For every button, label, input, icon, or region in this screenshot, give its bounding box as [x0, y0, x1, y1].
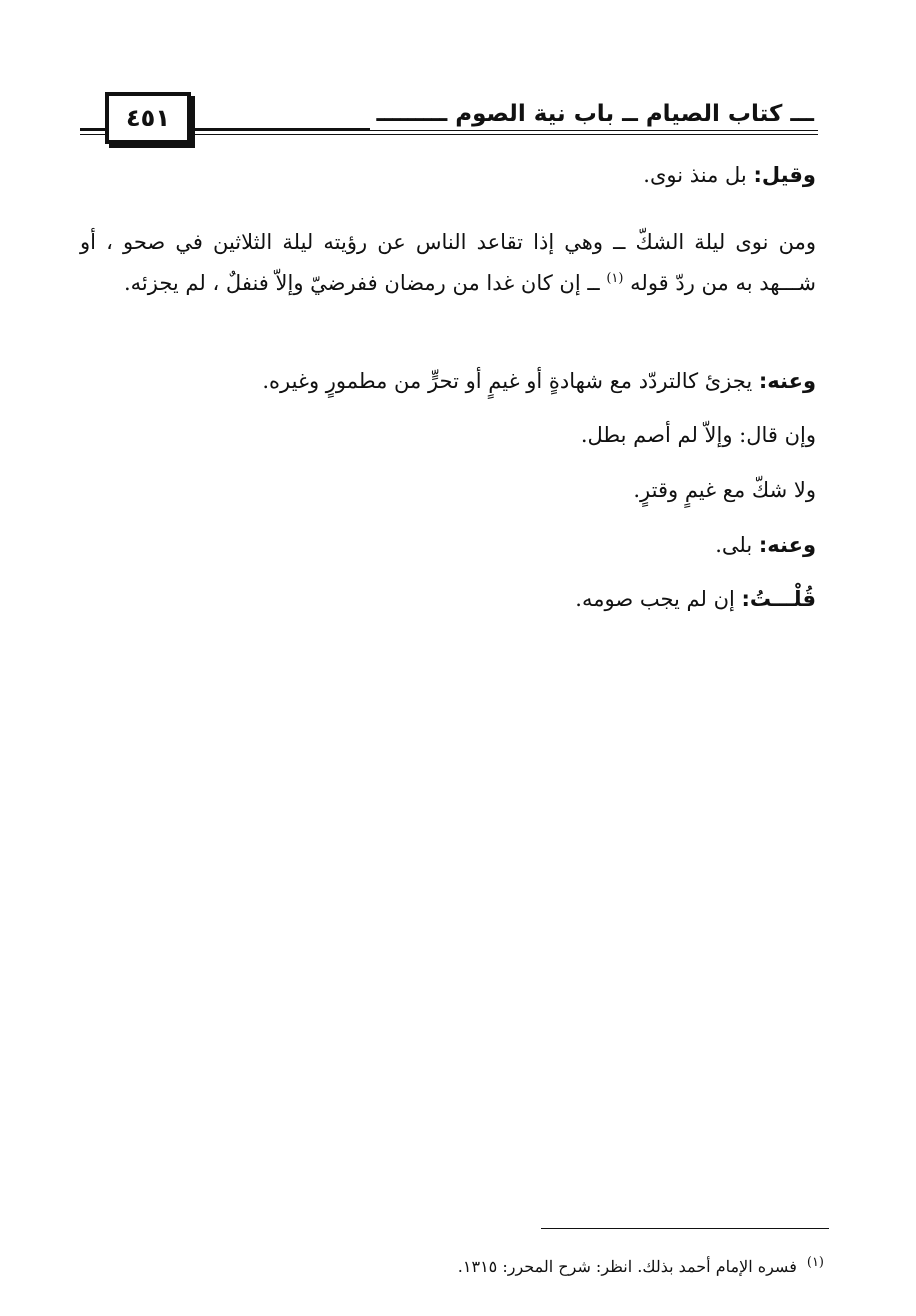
paragraph-text-continued: ــ إن كان غدا من رمضان ففرضيّ وإلاّ فنفلٌ ، لم يجزئه. [123, 271, 607, 295]
paragraph-2 [80, 222, 816, 304]
paragraph-text: ومن نوى ليلة الشكّ ــ وهي إذا تقاعد الناس عن رؤيته ليلة الثلاثين في صحو ، أو شـــهد به من ردّ قوله [80, 230, 816, 295]
paragraph-3 [80, 366, 816, 396]
paragraph-1 [80, 160, 816, 190]
paragraph-text: وإن قال: وإلاّ لم أصم بطل. [580, 423, 816, 447]
paragraph-lead: وعنه: [758, 533, 816, 557]
footnote-rule [541, 1228, 829, 1229]
footnote-text: فسره الإمام أحمد بذلك. انظر: شرح المحرر: ١٣١٥. [457, 1257, 797, 1276]
paragraph-lead: وعنه: [758, 369, 816, 393]
paragraph-6 [80, 530, 816, 560]
paragraph-4 [80, 420, 816, 450]
footnote-1 [458, 1255, 824, 1279]
running-title: ـــ كتاب الصيام ــ باب نية الصوم ـــــــــ [370, 98, 820, 130]
paragraph-text: ولا شكّ مع غيمٍ وقترٍ. [633, 478, 816, 502]
footnote-marker: (١) [806, 1254, 824, 1270]
paragraph-lead: وقيل: [753, 163, 816, 187]
page-number-box [105, 92, 191, 144]
paragraph-7 [80, 584, 816, 614]
page-number: ٤٥١ [126, 104, 170, 132]
paragraph-text: يجزئ كالتردّد مع شهادةٍ أو غيمٍ أو تحرٍّ من مطمورٍ وغيره. [262, 369, 759, 393]
footnote-reference: (١) [606, 271, 624, 286]
paragraph-lead: قُلْـــتُ: [741, 587, 816, 611]
paragraph-text: بلى. [715, 533, 759, 557]
paragraph-5 [80, 475, 816, 505]
paragraph-text: إن لم يجب صومه. [575, 587, 742, 611]
paragraph-text: بل منذ نوى. [643, 163, 754, 187]
